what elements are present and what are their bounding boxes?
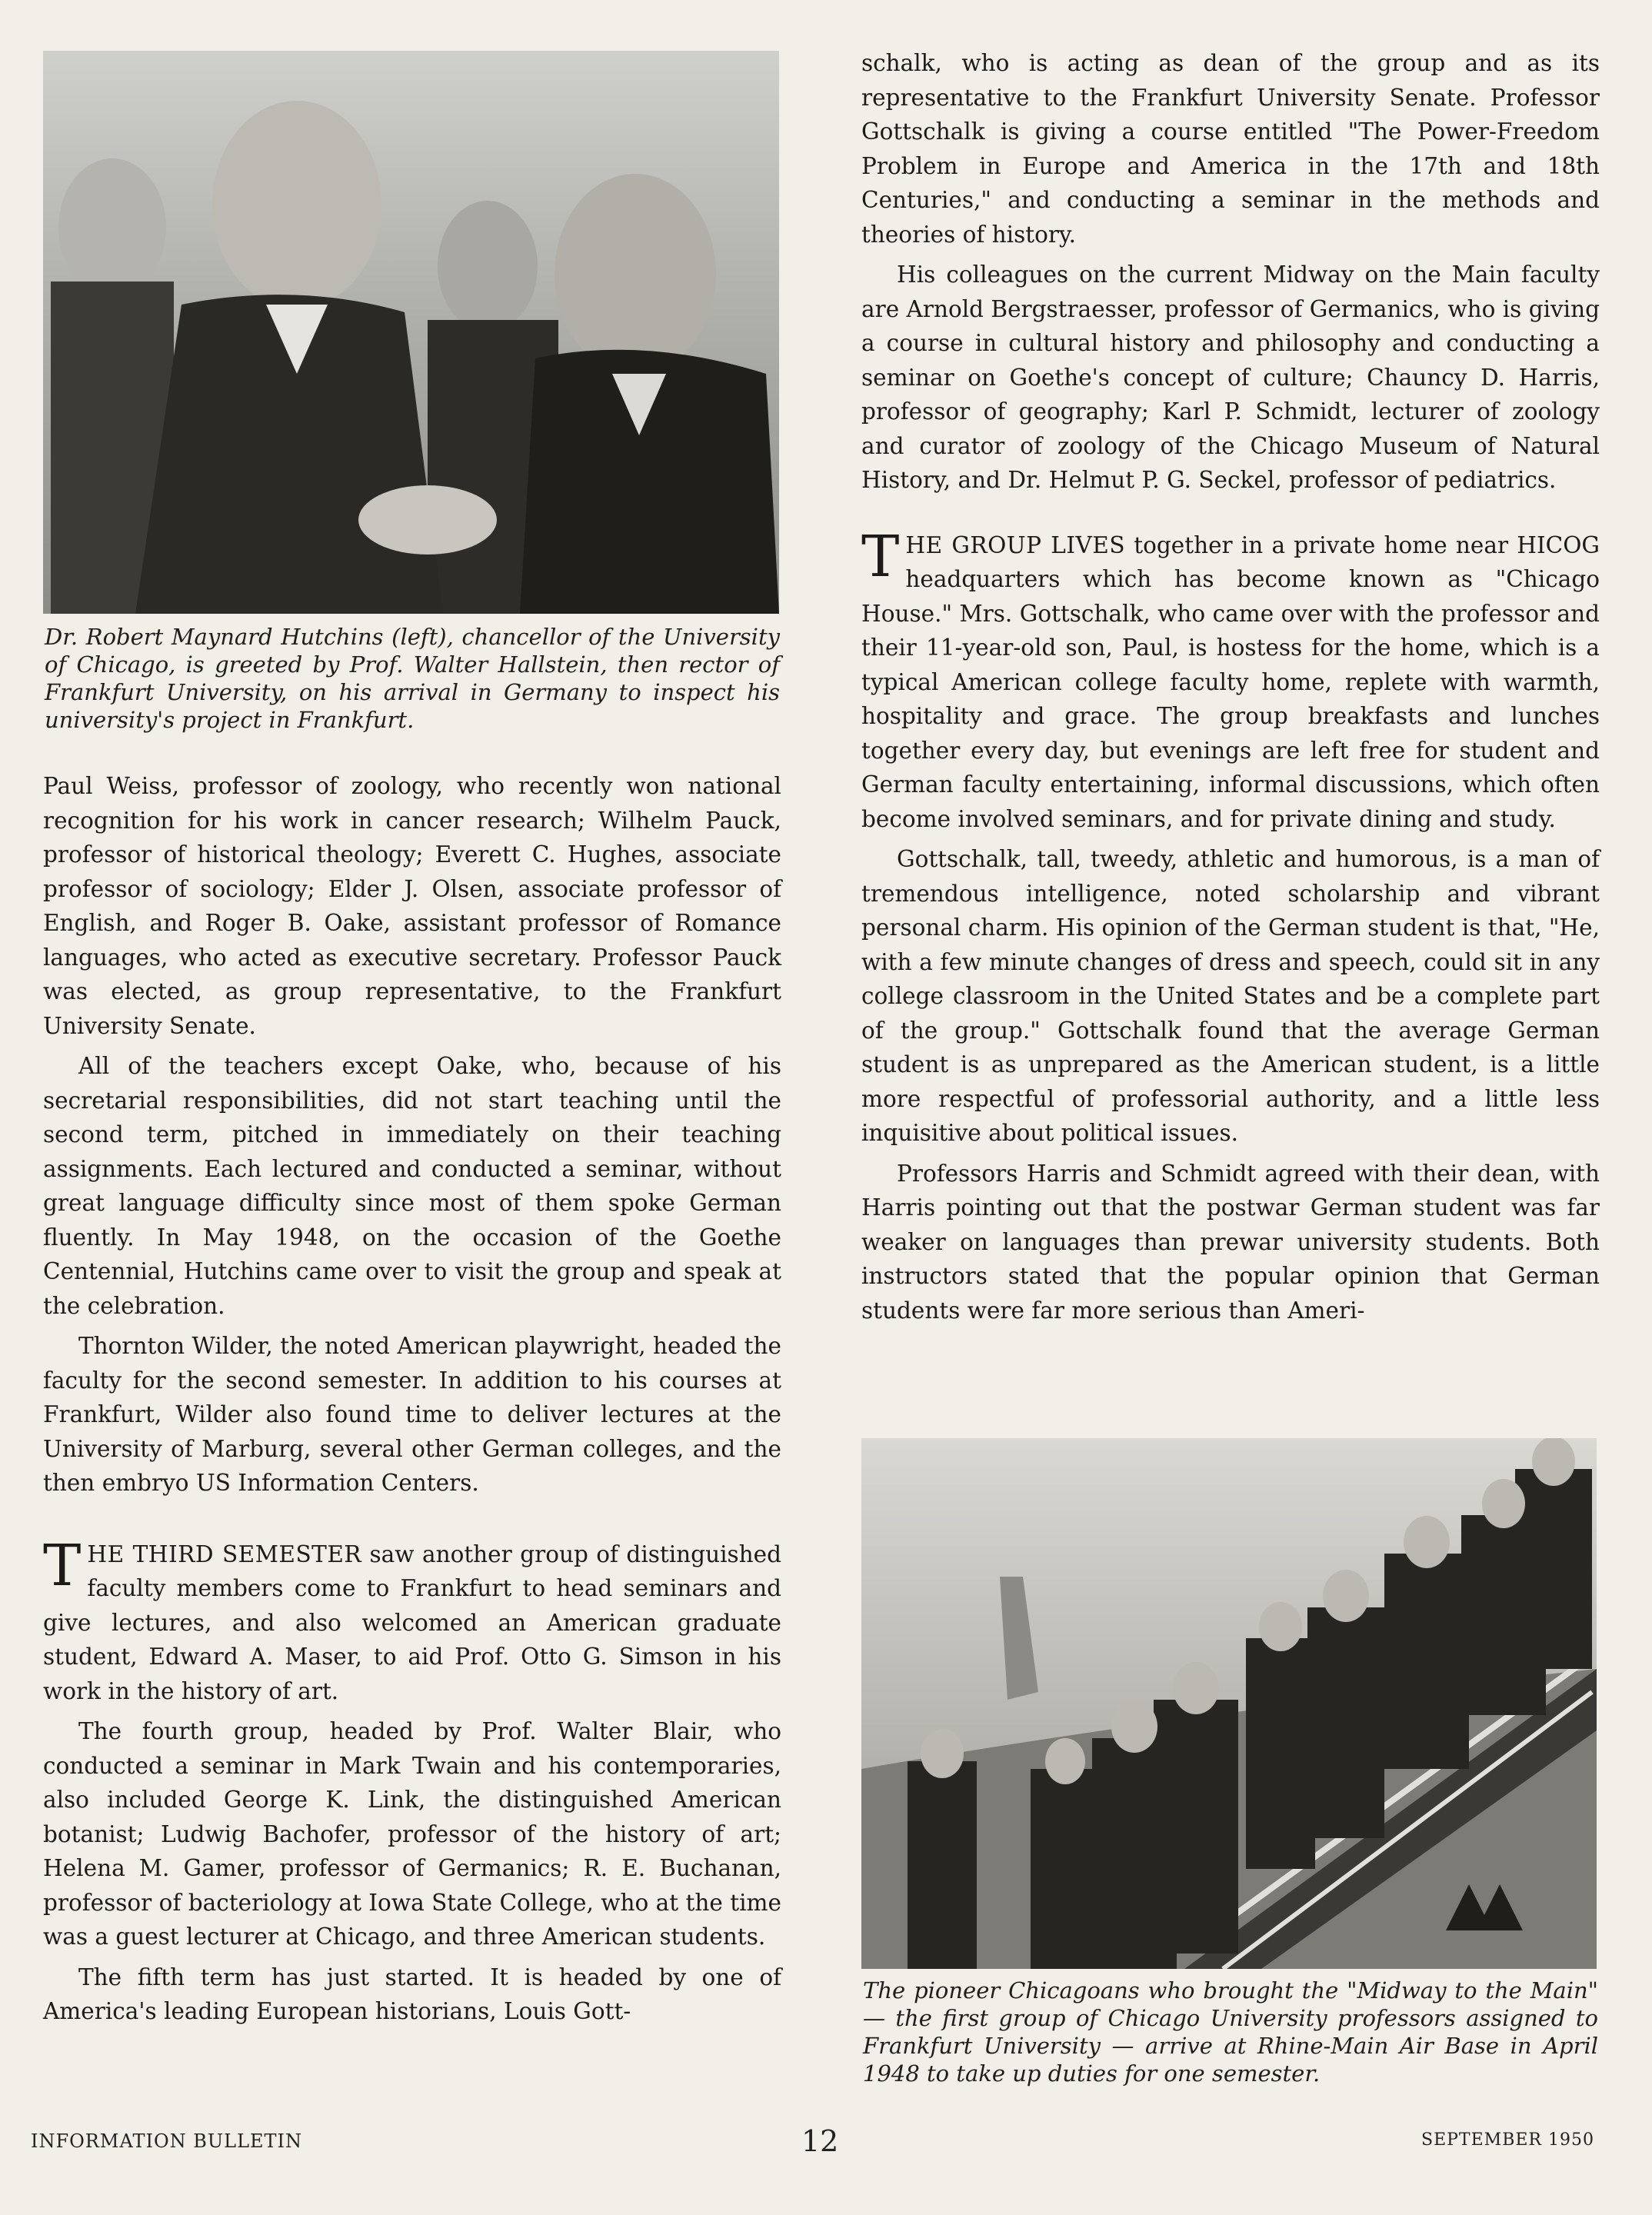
right-paragraph-3 (861, 523, 1600, 837)
photo-top-caption: Dr. Robert Maynard Hutchins (left), chancellor of the University of Chicago, is greeted by Prof. Walter Hallstein, then rector of Frankfurt University, on his arrival in Germany to inspect his university's project in Frankfurt. (45, 624, 780, 733)
page-number: 12 (801, 2124, 839, 2158)
left-paragraph-6: The fifth term has just started. It is headed by one of America's leading European historians, Louis Gott- (43, 1964, 781, 2024)
left-paragraph-1: Paul Weiss, professor of zoology, who recently won national recognition for his work in cancer research; Wilhelm Pauck, professor of historical theology; Everett C. Hughes, associate professor of sociology; Elder J. Olsen, associate professor of English, and Roger B. Oake, assistant professor of Romance languages, who acted as executive secretary. Professor Pauck was elected, as group representative, to the Frankfurt University Senate. (43, 773, 781, 1039)
lead-third-semester: HE THIRD SEMESTER (87, 1541, 362, 1567)
dropcap-t-third-semester: T (43, 1532, 82, 1599)
right-paragraph-4: Gottschalk, tall, tweedy, athletic and humorous, is a man of tremendous intelligence, noted scholarship and vibrant personal charm. His opinion of the German student is that, "He, with a few minute changes of dress and speech, could sit in any college classroom in the United States and be a complete part of the group." Gottschalk found that the average German student is as unprepared as the American student, is a little more respectful of professorial authority, and a little less inquisitive about political issues. (861, 846, 1600, 1146)
lead-group-lives: HE GROUP LIVES (905, 531, 1126, 558)
left-paragraph-5: The fourth group, headed by Prof. Walter Blair, who conducted a seminar in Mark Twain and his contemporaries, also included George K. Link, the distinguished American botanist; Ludwig Bachofer, professor of the history of art; Helena M. Gamer, professor of Germanics; R. E. Buchanan, professor of bacteriology at Iowa State College, who at the time was a guest lecturer at Chicago, and three American students. (43, 1718, 781, 1950)
right-column-text (861, 46, 1600, 1334)
left-column-text (43, 769, 781, 2035)
right-paragraph-1: schalk, who is acting as dean of the group and as its representative to the Frankfurt University Senate. Professor Gottschalk is giving a course entitled "The Power-Freedom Problem in Europe and America in the 17th and 18th Centuries," and conducting a seminar in the methods and theories of history. (861, 50, 1600, 248)
footer-date: SEPTEMBER 1950 (1421, 2130, 1594, 2150)
left-paragraph-4 (43, 1532, 781, 1709)
left-paragraph-4-rest: saw another group of distinguished faculty members come to Frankfurt to head seminars and give lectures, and also welcomed an American graduate student, Edward A. Maser, to aid Prof. Otto G. Simson in his work in the history of art. (43, 1541, 781, 1704)
left-paragraph-3: Thornton Wilder, the noted American playwright, headed the faculty for the second semester. In addition to his courses at Frankfurt, Wilder also found time to deliver lectures at the University of Marburg, several other German colleges, and the then embryo US Information Centers. (43, 1333, 781, 1496)
footer-publication: INFORMATION BULLETIN (31, 2130, 303, 2152)
photo-airplane-arrival (861, 1438, 1597, 1969)
right-paragraph-3-rest: together in a private home near HICOG headquarters which has become known as "Chicago House." Mrs. Gottschalk, who came over with the professor and their 11-year-old son, Paul, is hostess for the home, which is a typical American college faculty home, replete with warmth, hospitality and grace. The group breakfasts and lunches together every day, but evenings are left free for student and German faculty entertaining, informal discussions, which often become involved seminars, and for private dining and study. (861, 531, 1600, 832)
right-paragraph-5: Professors Harris and Schmidt agreed with their dean, with Harris pointing out that the postwar German student was far weaker on languages than prewar university students. Both instructors stated that the popular opinion that German students were far more serious than Ameri- (861, 1160, 1600, 1324)
photo-bottom-caption: The pioneer Chicagoans who brought the "Midway to the Main" — the first group of Chicago University professors assigned to Frankfurt University — arrive at Rhine-Main Air Base in April 1948 to take up duties for one semester. (863, 1977, 1598, 2087)
dropcap-t-group-lives: T (861, 523, 900, 590)
photo-hutchins-hallstein (43, 51, 779, 614)
left-paragraph-2: All of the teachers except Oake, who, because of his secretarial responsibilities, did not start teaching until the second term, pitched in immediately on their teaching assignments. Each lectured and conducted a seminar, without great language difficulty since most of them spoke German fluently. In May 1948, on the occasion of the Goethe Centennial, Hutchins came over to visit the group and speak at the celebration. (43, 1053, 781, 1319)
right-paragraph-2: His colleagues on the current Midway on the Main faculty are Arnold Bergstraesser, professor of Germanics, who is giving a course in cultural history and philosophy and conducting a seminar on Goethe's concept of culture; Chauncy D. Harris, professor of geography; Karl P. Schmidt, lecturer of zoology and curator of zoology of the Chicago Museum of Natural History, and Dr. Helmut P. G. Seckel, professor of pediatrics. (861, 261, 1600, 493)
